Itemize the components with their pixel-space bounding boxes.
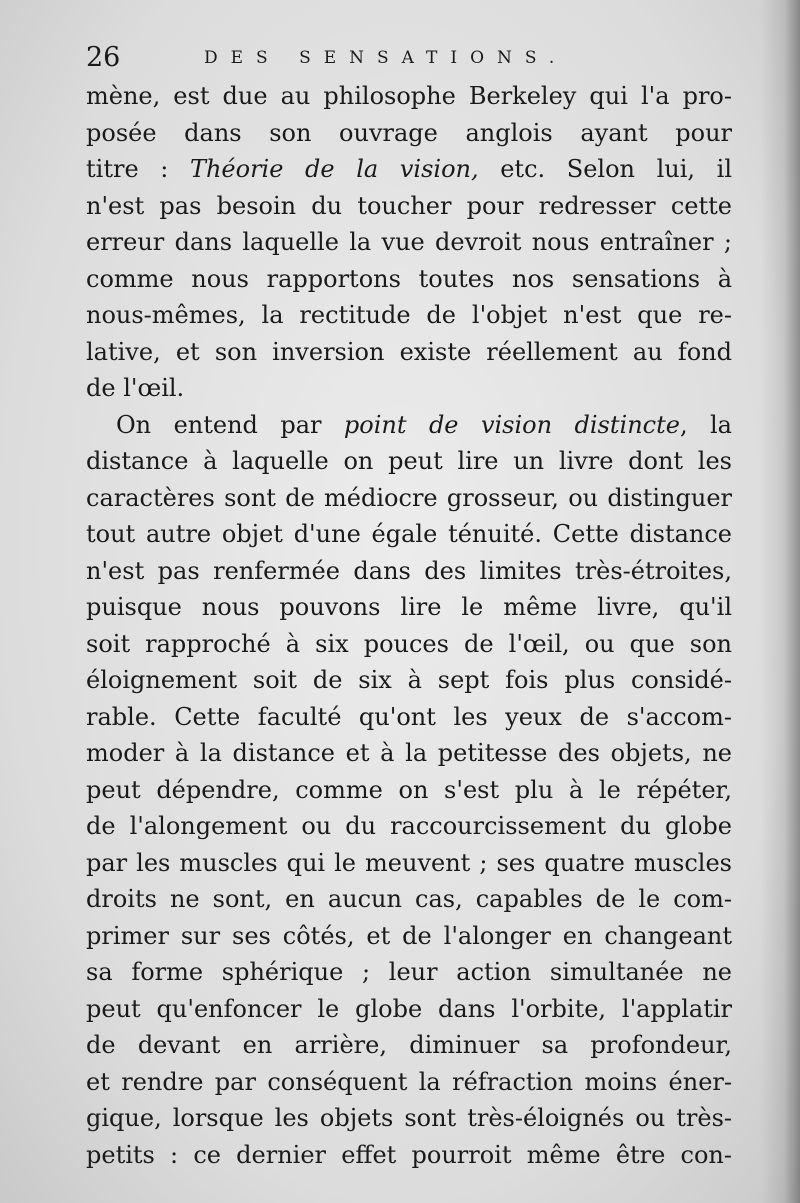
page-edge-shadow xyxy=(760,0,800,1203)
text-line: puisque nous pouvons lire le même livre, qu'il xyxy=(86,593,732,621)
text-line: moder à la distance et à la petitesse des objets, ne xyxy=(86,739,732,767)
text-line: lative, et son inversion existe réellement au fond xyxy=(86,337,732,366)
text-line: mène, est due au philosophe Berkeley qui l'a pro- xyxy=(86,82,732,110)
text-line: primer sur ses côtés, et de l'alonger en changeant xyxy=(86,921,732,950)
text-segment: On entend par xyxy=(116,410,344,439)
text-line: éloignement soit de six à sept fois plus considé- xyxy=(86,666,732,694)
text-line: caractères sont de médiocre grosseur, ou distinguer xyxy=(86,483,732,512)
text-line: peut dépendre, comme on s'est plu à le répéter, xyxy=(86,775,732,804)
text-line: n'est pas besoin du toucher pour redresser cette xyxy=(86,191,732,220)
text-line: distance à laquelle on peut lire un livre dont les xyxy=(86,447,732,475)
italic-term: point de vision distincte xyxy=(343,410,680,439)
text-line: posée dans son ouvrage anglois ayant pour xyxy=(86,118,732,147)
text-line: par les muscles qui le meuvent ; ses quatre muscles xyxy=(86,848,732,877)
text-line: de devant en arrière, diminuer sa profondeur, xyxy=(86,1031,732,1059)
body-text xyxy=(86,78,732,1173)
text-line: de l'alongement ou du raccourcissement du globe xyxy=(86,812,732,840)
text-line: comme nous rapportons toutes nos sensations à xyxy=(86,264,732,293)
text-line: rable. Cette faculté qu'ont les yeux de s'accom- xyxy=(86,702,732,731)
text-line: n'est pas renfermée dans des limites très-étroites, xyxy=(86,556,732,585)
text-line: soit rapproché à six pouces de l'œil, ou que son xyxy=(86,629,732,658)
italic-title: Théorie de la vision, xyxy=(189,155,479,183)
paragraph-start-line xyxy=(86,407,732,444)
page-number: 26 xyxy=(86,42,121,73)
page-header xyxy=(86,40,736,76)
running-title: DES SENSATIONS. xyxy=(204,48,568,68)
text-line: gique, lorsque les objets sont très-éloignés ou très- xyxy=(86,1104,732,1132)
text-line: sa forme sphérique ; leur action simultanée ne xyxy=(86,958,732,986)
text-line: droits ne sont, en aucun cas, capables de le com- xyxy=(86,885,732,913)
text-line xyxy=(86,151,732,188)
text-line: de l'œil. xyxy=(86,374,185,402)
text-line: peut qu'enfoncer le globe dans l'orbite, l'applatir xyxy=(86,994,732,1023)
text-line: tout autre objet d'une égale ténuité. Cette distance xyxy=(86,520,732,548)
text-line: petits : ce dernier effet pourroit même être con- xyxy=(86,1140,732,1169)
text-line: et rendre par conséquent la réfraction moins éner- xyxy=(86,1067,732,1096)
text-segment: etc. Selon lui, il xyxy=(478,155,733,183)
text-line: erreur dans laquelle la vue devroit nous entraîner ; xyxy=(86,228,732,256)
text-segment: titre : xyxy=(86,155,190,183)
text-line: nous-mêmes, la rectitude de l'objet n'est que re- xyxy=(86,301,732,329)
text-segment: , la xyxy=(679,410,732,439)
